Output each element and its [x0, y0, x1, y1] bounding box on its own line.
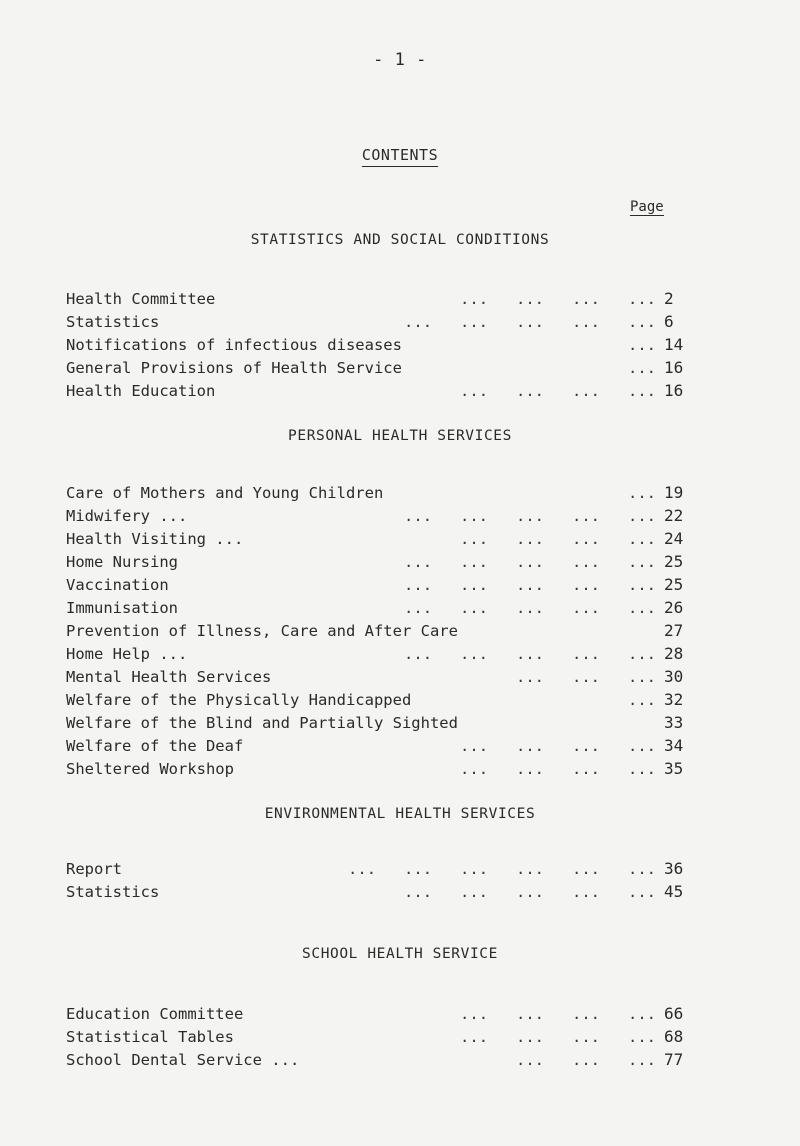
section-heading: PERSONAL HEALTH SERVICES	[288, 428, 512, 444]
toc-entry	[66, 644, 656, 664]
toc-entry-leaders: ... ... ... ... ...	[404, 599, 656, 617]
toc-entry-title: Notifications of infectious diseases	[66, 336, 402, 354]
page-number: - 1 -	[373, 50, 427, 70]
toc-entry-title: Midwifery ...	[66, 507, 188, 525]
toc-entry	[66, 621, 656, 641]
toc-entry-leaders: ... ... ... ...	[460, 1005, 656, 1023]
toc-entry	[66, 483, 656, 503]
toc-entry	[66, 529, 656, 549]
toc-entry-leaders: ... ... ... ...	[460, 290, 656, 308]
toc-entry-page: 66	[664, 1004, 684, 1023]
toc-entry-leaders: ... ... ... ...	[460, 1028, 656, 1046]
toc-entry-page: 36	[664, 859, 684, 878]
toc-entry-leaders: ... ... ...	[516, 1051, 656, 1069]
toc-entry-page: 26	[664, 598, 684, 617]
toc-entry-title: Care of Mothers and Young Children	[66, 484, 384, 502]
toc-entry-page: 30	[664, 667, 684, 686]
toc-entry-title: Statistics	[66, 883, 160, 901]
toc-entry-page: 14	[664, 335, 684, 354]
toc-entry-title: Statistics	[66, 313, 160, 331]
toc-entry-page: 45	[664, 882, 684, 901]
toc-entry	[66, 1004, 656, 1024]
toc-entry-page: 68	[664, 1027, 684, 1046]
toc-entry-title: Home Help ...	[66, 645, 188, 663]
toc-entry-page: 25	[664, 575, 684, 594]
toc-entry	[66, 575, 656, 595]
page-column-label-text: Page	[630, 199, 664, 215]
toc-entry-title: Vaccination	[66, 576, 169, 594]
toc-entry-page: 6	[664, 312, 674, 331]
toc-entry	[66, 882, 656, 902]
toc-entry	[66, 759, 656, 779]
toc-entry	[66, 1027, 656, 1047]
toc-entry-page: 2	[664, 289, 674, 308]
toc-entry	[66, 289, 656, 309]
toc-entry-title: Sheltered Workshop	[66, 760, 234, 778]
toc-entry	[66, 667, 656, 687]
toc-entry-title: Immunisation	[66, 599, 178, 617]
toc-entry-page: 16	[664, 358, 684, 377]
toc-entry-title: Home Nursing	[66, 553, 178, 571]
toc-entry-page: 19	[664, 483, 684, 502]
contents-title	[0, 146, 800, 164]
toc-entry-page: 25	[664, 552, 684, 571]
toc-entry-title: Welfare of the Blind and Partially Sighted	[66, 714, 458, 732]
toc-entry	[66, 859, 656, 879]
toc-entry-title: Mental Health Services	[66, 668, 272, 686]
toc-entry-leaders: ...	[628, 691, 656, 709]
section-heading: SCHOOL HEALTH SERVICE	[302, 946, 498, 962]
toc-entry	[66, 690, 656, 710]
toc-entry-title: Welfare of the Physically Handicapped	[66, 691, 412, 709]
toc-entry-leaders: ... ... ... ... ...	[404, 313, 656, 331]
toc-entry-leaders: ...	[628, 484, 656, 502]
toc-entry-title: Report	[66, 860, 122, 878]
toc-entry	[66, 1050, 656, 1070]
toc-entry	[66, 552, 656, 572]
toc-entry-leaders: ... ... ... ... ...	[404, 645, 656, 663]
toc-entry	[66, 312, 656, 332]
toc-entry-page: 34	[664, 736, 684, 755]
toc-entry-title: Prevention of Illness, Care and After Care	[66, 622, 458, 640]
toc-entry-leaders: ... ... ...	[516, 668, 656, 686]
toc-entry-leaders: ...	[628, 336, 656, 354]
section-heading: ENVIRONMENTAL HEALTH SERVICES	[264, 806, 536, 822]
toc-entry-page: 22	[664, 506, 684, 525]
toc-entry	[66, 598, 656, 618]
toc-entry	[66, 358, 656, 378]
toc-entry	[66, 335, 656, 355]
toc-entry-page: 77	[664, 1050, 684, 1069]
toc-entry-title: School Dental Service ...	[66, 1051, 300, 1069]
toc-entry	[66, 713, 656, 733]
toc-entry-page: 27	[664, 621, 684, 640]
toc-entry-leaders: ... ... ... ...	[460, 737, 656, 755]
toc-entry-page: 28	[664, 644, 684, 663]
toc-entry-title: Health Visiting ...	[66, 530, 244, 548]
section-heading: STATISTICS AND SOCIAL CONDITIONS	[250, 232, 550, 248]
toc-entry-page: 24	[664, 529, 684, 548]
toc-entry-page: 16	[664, 381, 684, 400]
toc-entry-title: Education Committee	[66, 1005, 244, 1023]
toc-entry-leaders: ... ... ... ...	[460, 760, 656, 778]
toc-entry-title: Health Committee	[66, 290, 216, 308]
toc-entry-leaders: ...	[628, 359, 656, 377]
toc-entry-page: 32	[664, 690, 684, 709]
toc-entry	[66, 736, 656, 756]
toc-entry-title: Welfare of the Deaf	[66, 737, 244, 755]
toc-entry-leaders: ... ... ... ... ...	[404, 553, 656, 571]
toc-entry-title: General Provisions of Health Service	[66, 359, 402, 377]
toc-entry-leaders: ... ... ... ... ...	[404, 507, 656, 525]
toc-entry-leaders: ... ... ... ... ... ...	[348, 860, 656, 878]
toc-entry-leaders: ... ... ... ... ...	[404, 576, 656, 594]
toc-entry-page: 33	[664, 713, 684, 732]
toc-entry-title: Statistical Tables	[66, 1028, 234, 1046]
toc-entry-leaders: ... ... ... ... ...	[404, 883, 656, 901]
toc-entry-leaders: ... ... ... ...	[460, 530, 656, 548]
toc-entry	[66, 506, 656, 526]
toc-entry-title: Health Education	[66, 382, 216, 400]
toc-entry	[66, 381, 656, 401]
contents-title-text: CONTENTS	[362, 146, 438, 167]
toc-entry-page: 35	[664, 759, 684, 778]
page-column-label	[630, 199, 664, 215]
toc-entry-leaders: ... ... ... ...	[460, 382, 656, 400]
